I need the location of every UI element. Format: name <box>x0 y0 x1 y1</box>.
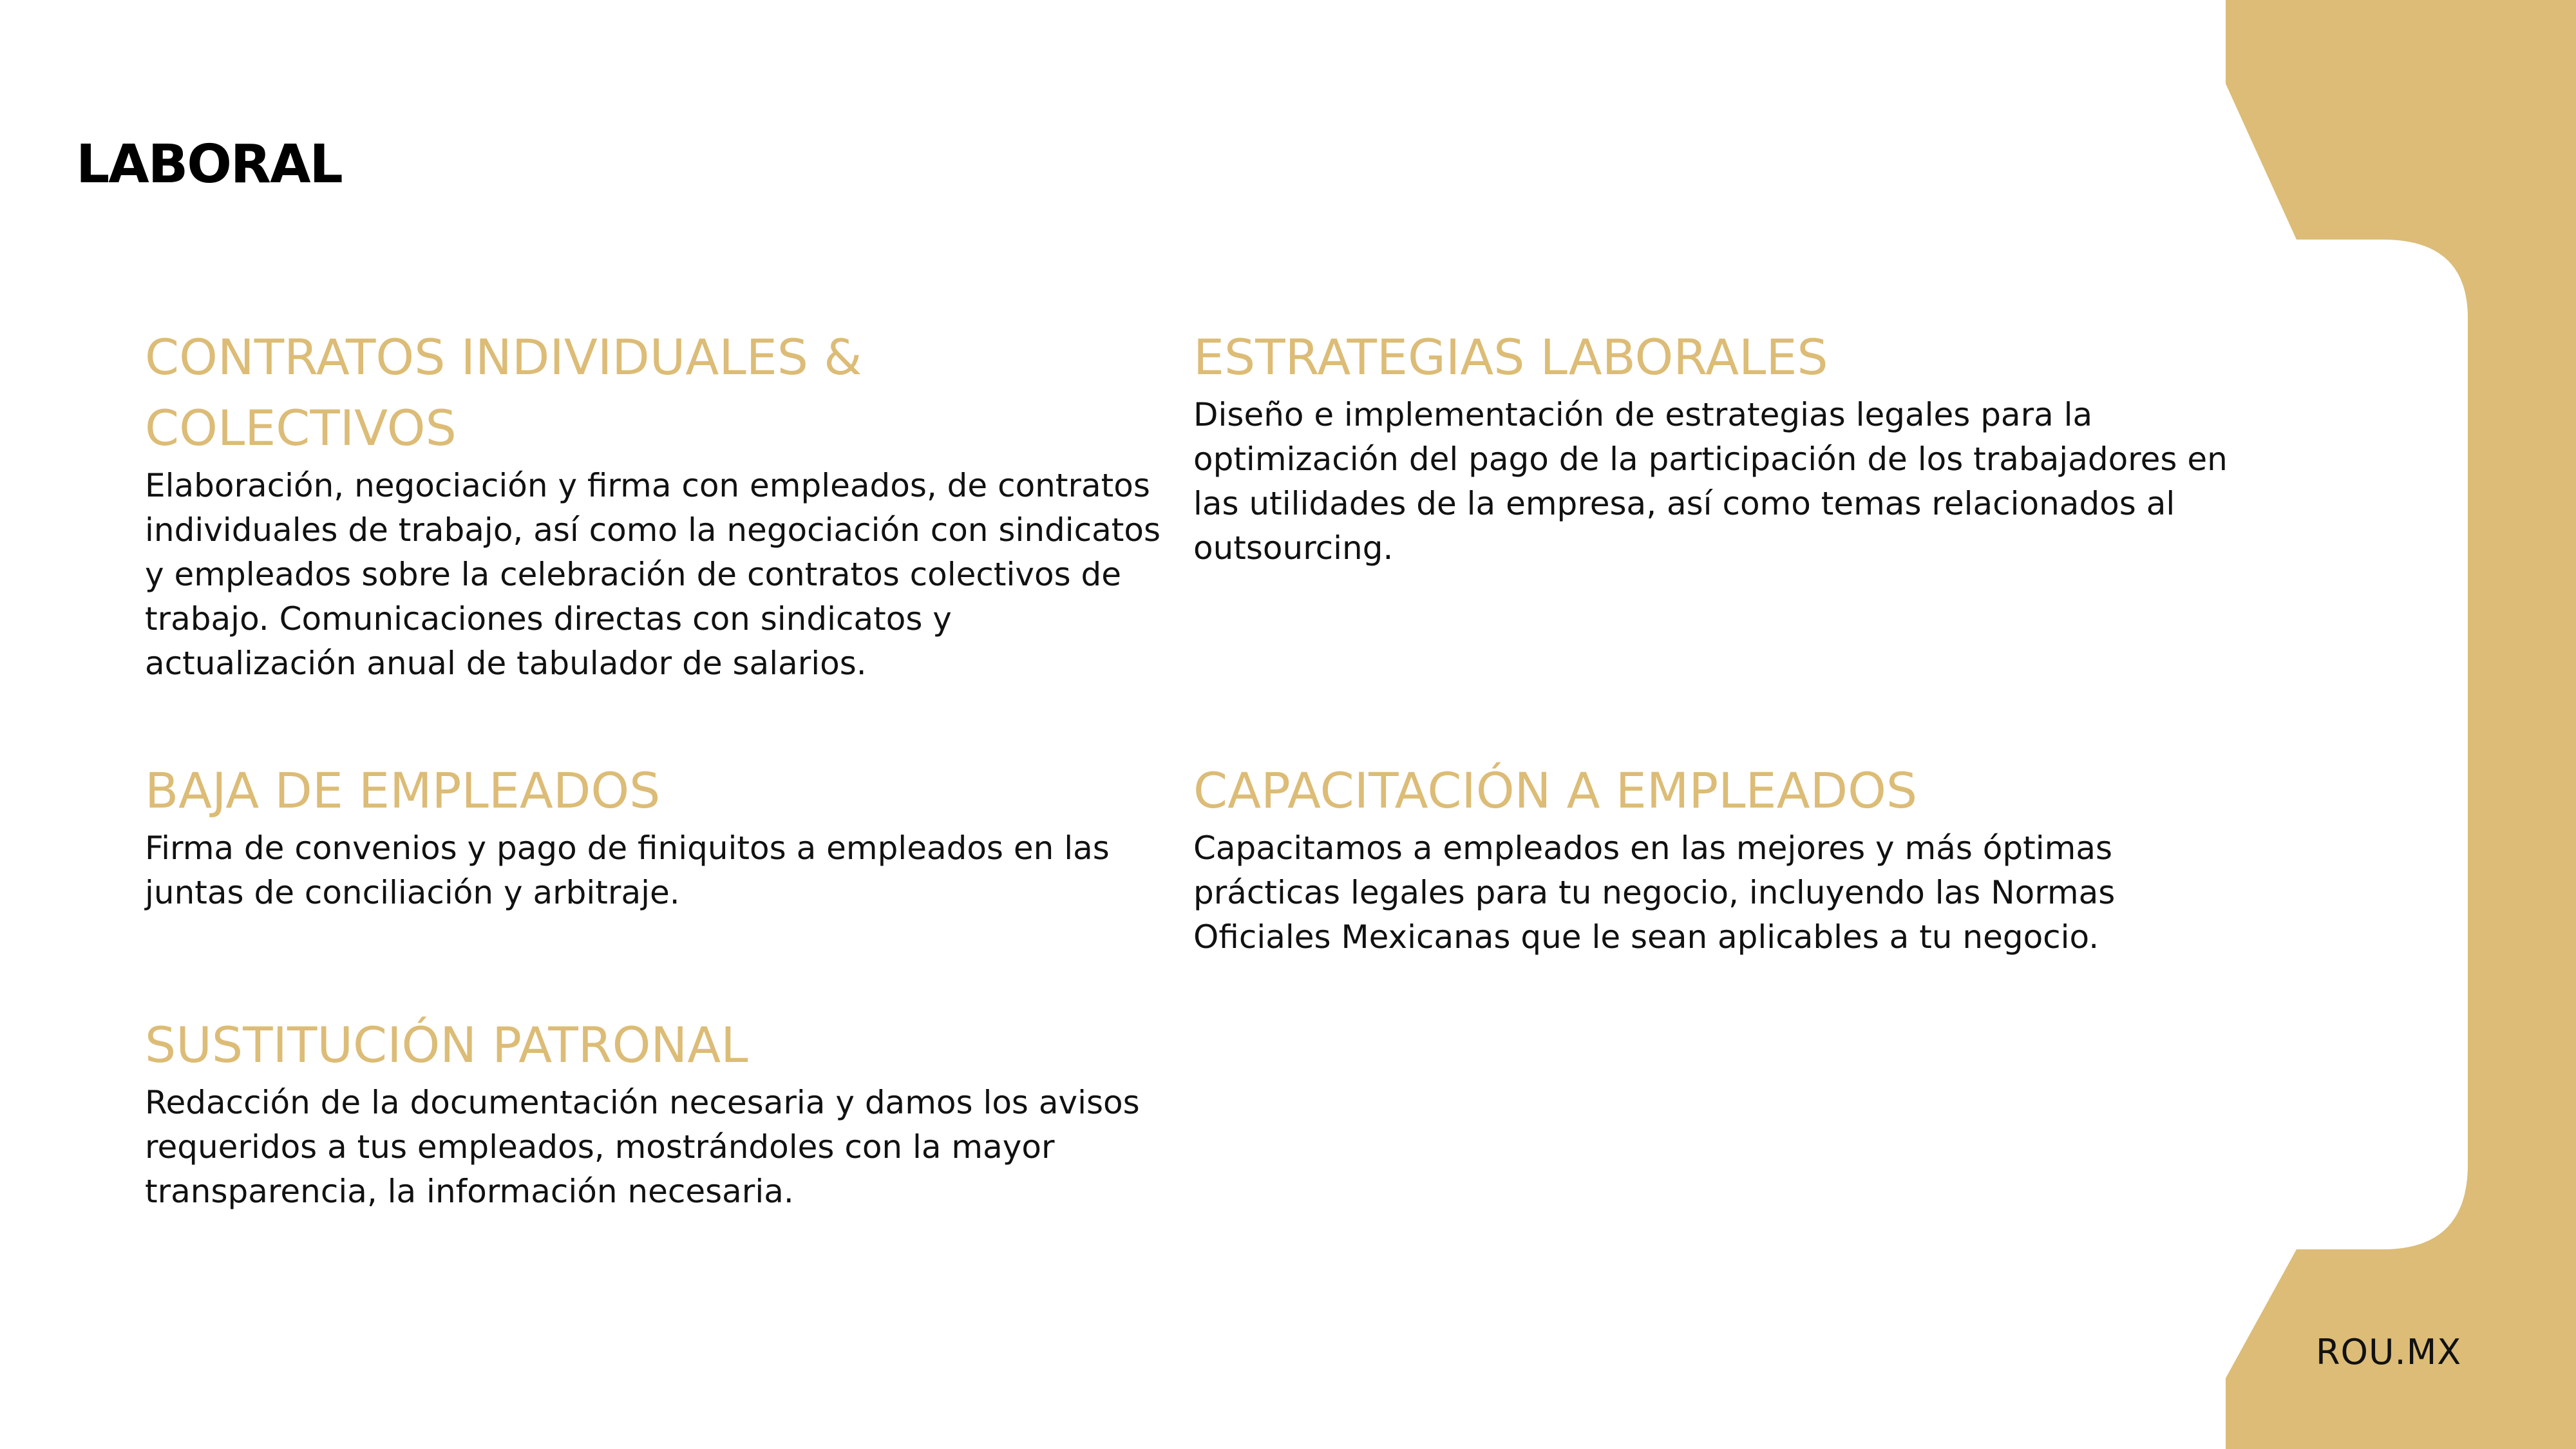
footer-brand: ROU.MX <box>2316 1332 2462 1372</box>
service-sustitucion <box>145 1010 1162 1214</box>
service-heading: BAJA DE EMPLEADOS <box>145 762 661 819</box>
service-heading: CONTRATOS INDIVIDUALES & COLECTIVOS <box>145 328 862 457</box>
service-description: Redacción de la documentación necesaria y damos los avisos requeridos a tus empleados, mostrándoles con la mayor transparencia, la información necesaria. <box>145 1084 1140 1210</box>
service-description: Firma de convenios y pago de finiquitos a empleados en las juntas de conciliación y arbitraje. <box>145 829 1110 911</box>
service-heading: CAPACITACIÓN A EMPLEADOS <box>1193 762 1918 819</box>
service-description: Capacitamos a empleados en las mejores y más óptimas prácticas legales para tu negocio, incluyendo las Normas Oficiales Mexicanas que le sean aplicables a tu negocio. <box>1193 829 2116 956</box>
service-heading: SUSTITUCIÓN PATRONAL <box>145 1016 748 1074</box>
page-title: LABORAL <box>76 134 342 195</box>
service-capacitacion <box>1193 755 2237 960</box>
service-estrategias <box>1193 322 2237 571</box>
service-description: Diseño e implementación de estrategias legales para la optimización del pago de la participación de los trabajadores en las utilidades de la empresa, así como temas relacionados al outsourcing. <box>1193 396 2228 567</box>
service-heading: ESTRATEGIAS LABORALES <box>1193 328 1828 386</box>
service-description: Elaboración, negociación y firma con empleados, de contratos individuales de trabajo, así como la negociación con sindicatos y empleados sobre la celebración de contratos colectivos de trabajo. Comunicaciones directas con sindicatos y actualización anual de tabulador de salarios. <box>145 467 1161 682</box>
service-baja <box>145 755 1162 915</box>
service-contratos <box>145 322 1169 686</box>
gold-panel-shape <box>2226 0 2576 1449</box>
